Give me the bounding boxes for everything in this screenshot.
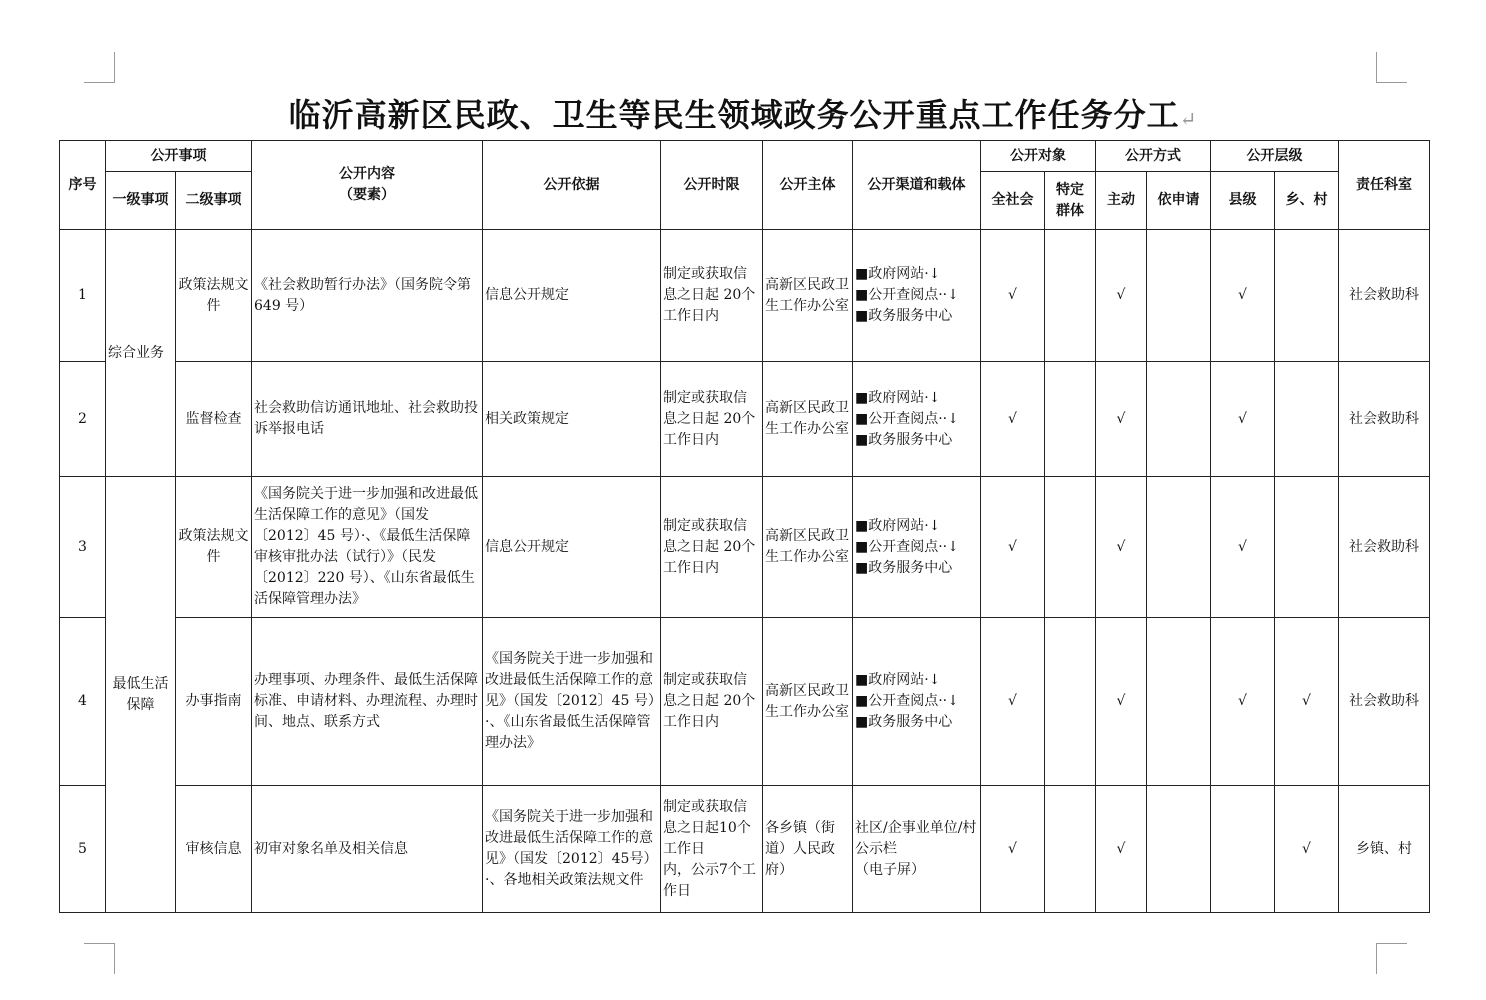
- cell-specific: [1045, 362, 1096, 477]
- header-county: 县级: [1211, 172, 1275, 230]
- cell-request: [1147, 618, 1211, 786]
- paragraph-mark-icon: ↵: [1179, 107, 1198, 131]
- cell-all: √: [981, 618, 1045, 786]
- header-dept: 责任科室: [1339, 141, 1430, 230]
- cell-request: [1147, 786, 1211, 913]
- cell-subject: 高新区民政卫生工作办公室: [763, 230, 853, 362]
- header-content: 公开内容 （要素）: [252, 141, 483, 230]
- cell-time: 制定或获取信息之日起 20个工作日内: [661, 618, 763, 786]
- task-table: [59, 140, 1430, 913]
- table-row: [60, 786, 1430, 913]
- header-item: 公开事项: [106, 141, 252, 172]
- header-level: 公开层级: [1211, 141, 1339, 172]
- header-target: 公开对象: [981, 141, 1096, 172]
- cell-county: √: [1211, 477, 1275, 618]
- cell-level2: 政策法规文件: [176, 230, 252, 362]
- cell-channel: 社区/企事业单位/村公示栏 （电子屏）: [853, 786, 981, 913]
- cell-dept: 社会救助科: [1339, 362, 1430, 477]
- cell-group-1: 综合业务: [106, 230, 176, 477]
- cell-active: √: [1096, 362, 1147, 477]
- cell-request: [1147, 477, 1211, 618]
- header-active: 主动: [1096, 172, 1147, 230]
- cell-dept: 乡镇、村: [1339, 786, 1430, 913]
- cell-seq: 2: [60, 362, 106, 477]
- cell-town: √: [1275, 618, 1339, 786]
- cell-specific: [1045, 230, 1096, 362]
- cell-all: √: [981, 786, 1045, 913]
- cell-county: [1211, 786, 1275, 913]
- cell-active: √: [1096, 786, 1147, 913]
- header-specific: 特定 群体: [1045, 172, 1096, 230]
- header-channel: 公开渠道和载体: [853, 141, 981, 230]
- cell-time: 制定或获取信息之日起10个工作日 内，公示7个工作日: [661, 786, 763, 913]
- cell-subject: 高新区民政卫生工作办公室: [763, 618, 853, 786]
- cell-dept: 社会救助科: [1339, 477, 1430, 618]
- cell-seq: 1: [60, 230, 106, 362]
- header-subject: 公开主体: [763, 141, 853, 230]
- cell-subject: 高新区民政卫生工作办公室: [763, 477, 853, 618]
- cell-time: 制定或获取信息之日起 20个工作日内: [661, 362, 763, 477]
- cell-seq: 3: [60, 477, 106, 618]
- cell-active: √: [1096, 618, 1147, 786]
- header-town: 乡、村: [1275, 172, 1339, 230]
- cell-county: √: [1211, 362, 1275, 477]
- header-basis: 公开依据: [483, 141, 661, 230]
- header-mode: 公开方式: [1096, 141, 1211, 172]
- cell-channel: ■政府网站·↓ ■公开查阅点··↓ ■政务服务中心: [853, 618, 981, 786]
- header-level2: 二级事项: [176, 172, 252, 230]
- cell-town: [1275, 230, 1339, 362]
- cell-subject: 各乡镇（街道）人民政府）: [763, 786, 853, 913]
- header-on-request: 依申请: [1147, 172, 1211, 230]
- cell-level2: 审核信息: [176, 786, 252, 913]
- cell-county: √: [1211, 618, 1275, 786]
- cell-content: 初审对象名单及相关信息: [252, 786, 483, 913]
- cell-specific: [1045, 477, 1096, 618]
- cell-request: [1147, 230, 1211, 362]
- corner-mark-top-left: [84, 52, 115, 83]
- header-time: 公开时限: [661, 141, 763, 230]
- table-row: [60, 618, 1430, 786]
- cell-dept: 社会救助科: [1339, 230, 1430, 362]
- table-row: [60, 230, 1430, 362]
- header-row-1: [60, 141, 1430, 172]
- cell-basis: 信息公开规定: [483, 230, 661, 362]
- cell-basis: 相关政策规定: [483, 362, 661, 477]
- cell-seq: 5: [60, 786, 106, 913]
- cell-subject: 高新区民政卫生工作办公室: [763, 362, 853, 477]
- cell-basis: 《国务院关于进一步加强和改进最低生活保障工作的意见》（国发〔2012〕45号）·、各地相关政策法规文件: [483, 786, 661, 913]
- cell-basis: 信息公开规定: [483, 477, 661, 618]
- cell-time: 制定或获取信息之日起 20个工作日内: [661, 230, 763, 362]
- cell-town: √: [1275, 786, 1339, 913]
- cell-active: √: [1096, 477, 1147, 618]
- page-title-text: 临沂高新区民政、卫生等民生领域政务公开重点工作任务分工: [288, 96, 1180, 134]
- table-row: [60, 362, 1430, 477]
- header-level1: 一级事项: [106, 172, 176, 230]
- corner-mark-top-right: [1376, 52, 1407, 83]
- cell-town: [1275, 477, 1339, 618]
- cell-all: √: [981, 477, 1045, 618]
- table-row: [60, 477, 1430, 618]
- page-title: [0, 90, 1486, 136]
- cell-all: √: [981, 362, 1045, 477]
- cell-level2: 监督检查: [176, 362, 252, 477]
- cell-content: 社会救助信访通讯地址、社会救助投诉举报电话: [252, 362, 483, 477]
- cell-active: √: [1096, 230, 1147, 362]
- cell-seq: 4: [60, 618, 106, 786]
- corner-mark-bottom-left: [84, 943, 115, 974]
- header-all-society: 全社会: [981, 172, 1045, 230]
- cell-request: [1147, 362, 1211, 477]
- cell-channel: ■政府网站·↓ ■公开查阅点··↓ ■政务服务中心: [853, 230, 981, 362]
- cell-town: [1275, 362, 1339, 477]
- cell-specific: [1045, 618, 1096, 786]
- cell-level2: 办事指南: [176, 618, 252, 786]
- cell-dept: 社会救助科: [1339, 618, 1430, 786]
- cell-county: √: [1211, 230, 1275, 362]
- corner-mark-bottom-right: [1376, 943, 1407, 974]
- cell-time: 制定或获取信息之日起 20个工作日内: [661, 477, 763, 618]
- cell-content: 办理事项、办理条件、最低生活保障标准、申请材料、办理流程、办理时间、地点、联系方式: [252, 618, 483, 786]
- cell-specific: [1045, 786, 1096, 913]
- cell-content: 《社会救助暂行办法》（国务院令第 649 号）: [252, 230, 483, 362]
- cell-content: 《国务院关于进一步加强和改进最低生活保障工作的意见》（国发〔2012〕45 号）·、《最低生活保障审核审批办法（试行）》（民发〔2012〕220 号）、《山东省最低生活保障管理办法》: [252, 477, 483, 618]
- cell-level2: 政策法规文件: [176, 477, 252, 618]
- header-seq: 序号: [60, 141, 106, 230]
- cell-channel: ■政府网站·↓ ■公开查阅点··↓ ■政务服务中心: [853, 362, 981, 477]
- cell-basis: 《国务院关于进一步加强和改进最低生活保障工作的意见》（国发〔2012〕45 号）·、《山东省最低生活保障管理办法》: [483, 618, 661, 786]
- cell-channel: ■政府网站·↓ ■公开查阅点··↓ ■政务服务中心: [853, 477, 981, 618]
- cell-all: √: [981, 230, 1045, 362]
- cell-group-2: 最低生活保障: [106, 477, 176, 913]
